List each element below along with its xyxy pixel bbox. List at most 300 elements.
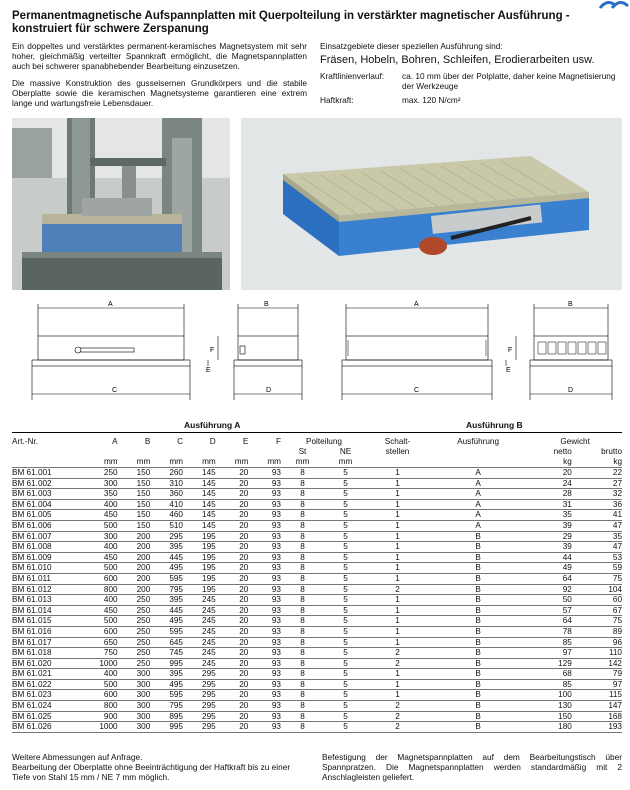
table-cell: 1 <box>367 542 428 553</box>
table-cell: 1000 <box>74 722 118 733</box>
header-cell: Polteilung <box>306 437 342 446</box>
table-row <box>12 690 622 701</box>
table-cell: 20 <box>216 690 249 701</box>
table-cell: B <box>428 605 528 616</box>
table-cell: 68 <box>528 669 572 680</box>
table-cell: 250 <box>118 595 151 606</box>
table-cell: 53 <box>572 552 622 563</box>
table-cell: 510 <box>150 520 183 531</box>
table-cell: 93 <box>248 637 281 648</box>
table-cell: 2 <box>367 701 428 712</box>
table-cell: 295 <box>183 711 216 722</box>
table-cell: 195 <box>183 573 216 584</box>
table-cell: 20 <box>216 722 249 733</box>
article-number-cell: BM 61.009 <box>12 552 74 563</box>
dim-label-a: A <box>108 301 113 308</box>
table-cell: 200 <box>118 563 151 574</box>
table-cell: 93 <box>248 669 281 680</box>
table-cell: B <box>428 626 528 637</box>
table-cell: 600 <box>74 690 118 701</box>
header-cell: F <box>275 437 281 446</box>
table-row <box>12 478 622 489</box>
header-cell: C <box>177 437 183 446</box>
table-cell: 36 <box>572 499 622 510</box>
dim-label-d: D <box>266 387 272 394</box>
table-cell: 20 <box>216 679 249 690</box>
table-cell: 395 <box>150 595 183 606</box>
table-cell: B <box>428 616 528 627</box>
table-cell: 96 <box>572 637 622 648</box>
table-cell: 20 <box>216 510 249 521</box>
table-cell: 300 <box>118 669 151 680</box>
intro-text <box>12 41 307 115</box>
table-cell: 20 <box>216 468 249 479</box>
table-cell: 78 <box>528 626 572 637</box>
table-cell: 28 <box>528 489 572 500</box>
table-cell: 300 <box>74 478 118 489</box>
table-cell: 145 <box>183 510 216 521</box>
footer-note: Weitere Abmessungen auf Anfrage. <box>12 752 143 762</box>
unit-cell: kg <box>613 457 622 466</box>
table-cell: A <box>428 510 528 521</box>
table-cell: 93 <box>248 595 281 606</box>
table-cell: 142 <box>572 658 622 669</box>
table-cell: B <box>428 595 528 606</box>
table-cell: 8 <box>281 711 324 722</box>
table-cell: 93 <box>248 616 281 627</box>
table-cell: 410 <box>150 499 183 510</box>
table-cell: 20 <box>216 489 249 500</box>
dim-label-e: E <box>206 367 211 374</box>
table-cell: 400 <box>74 499 118 510</box>
table-row <box>12 489 622 500</box>
table-cell: 300 <box>74 531 118 542</box>
table-cell: 600 <box>74 573 118 584</box>
table-cell: 745 <box>150 648 183 659</box>
table-cell: 5 <box>324 563 367 574</box>
table-cell: B <box>428 584 528 595</box>
table-cell: 495 <box>150 616 183 627</box>
table-cell: 5 <box>324 679 367 690</box>
table-units-row <box>12 457 622 468</box>
table-cell: 150 <box>118 510 151 521</box>
table-cell: 795 <box>150 584 183 595</box>
variant-a-label: Ausführung A <box>184 420 241 430</box>
header-cell: Schalt- <box>384 437 411 446</box>
unit-cell: mm <box>103 457 118 466</box>
table-cell: 400 <box>74 595 118 606</box>
page-title: Permanentmagnetische Aufspannplatten mit Querpolteilung in verstärkter magnetischer Ausführung - konstruiert für schwere Zerspanung <box>12 10 570 35</box>
table-cell: 400 <box>74 542 118 553</box>
table-cell: 93 <box>248 701 281 712</box>
article-number-cell: BM 61.022 <box>12 679 74 690</box>
table-cell: 5 <box>324 573 367 584</box>
table-cell: B <box>428 701 528 712</box>
table-row <box>12 648 622 659</box>
table-cell: 20 <box>216 669 249 680</box>
article-number-cell: BM 61.014 <box>12 605 74 616</box>
table-cell: 500 <box>74 616 118 627</box>
table-row <box>12 722 622 733</box>
table-cell: 150 <box>118 499 151 510</box>
table-cell: 24 <box>528 478 572 489</box>
table-cell: A <box>428 499 528 510</box>
table-cell: 245 <box>183 595 216 606</box>
table-row <box>12 510 622 521</box>
article-number-cell: BM 61.015 <box>12 616 74 627</box>
article-number-cell: BM 61.010 <box>12 563 74 574</box>
table-cell: 450 <box>74 552 118 563</box>
table-row <box>12 531 622 542</box>
table-cell: 145 <box>183 489 216 500</box>
table-cell: 20 <box>216 711 249 722</box>
table-cell: 150 <box>528 711 572 722</box>
table-cell: 8 <box>281 563 324 574</box>
table-cell: 5 <box>324 584 367 595</box>
table-cell: 20 <box>216 563 249 574</box>
table-cell: 350 <box>74 489 118 500</box>
table-cell: 93 <box>248 531 281 542</box>
table-cell: 93 <box>248 499 281 510</box>
table-cell: 20 <box>216 552 249 563</box>
table-cell: 5 <box>324 701 367 712</box>
table-cell: 89 <box>572 626 622 637</box>
table-cell: 5 <box>324 605 367 616</box>
table-cell: 150 <box>118 468 151 479</box>
table-cell: 500 <box>74 679 118 690</box>
table-cell: 250 <box>118 658 151 669</box>
table-cell: 60 <box>572 595 622 606</box>
table-cell: 1 <box>367 690 428 701</box>
table-cell: 193 <box>572 722 622 733</box>
unit-cell: mm <box>202 457 216 466</box>
unit-cell: mm <box>136 457 151 466</box>
table-cell: 245 <box>183 637 216 648</box>
table-cell: 39 <box>528 542 572 553</box>
table-cell: 5 <box>324 499 367 510</box>
table-cell: 150 <box>118 520 151 531</box>
article-number-cell: BM 61.016 <box>12 626 74 637</box>
article-number-cell: BM 61.020 <box>12 658 74 669</box>
article-number-cell: BM 61.007 <box>12 531 74 542</box>
table-cell: 8 <box>281 573 324 584</box>
table-row <box>12 595 622 606</box>
table-cell: B <box>428 722 528 733</box>
table-cell: 20 <box>216 616 249 627</box>
table-cell: 1 <box>367 499 428 510</box>
table-cell: 150 <box>118 489 151 500</box>
table-row <box>12 573 622 584</box>
table-cell: 5 <box>324 626 367 637</box>
unit-cell: mm <box>169 457 183 466</box>
table-cell: 20 <box>216 542 249 553</box>
table-cell: 360 <box>150 489 183 500</box>
table-cell: 5 <box>324 542 367 553</box>
table-cell: 64 <box>528 616 572 627</box>
table-cell: A <box>428 468 528 479</box>
article-number-cell: BM 61.006 <box>12 520 74 531</box>
table-cell: 145 <box>183 520 216 531</box>
table-cell: B <box>428 648 528 659</box>
table-cell: 595 <box>150 573 183 584</box>
table-cell: 5 <box>324 489 367 500</box>
table-cell: 395 <box>150 669 183 680</box>
table-cell: B <box>428 658 528 669</box>
table-cell: B <box>428 669 528 680</box>
footer-notes-left <box>12 752 310 782</box>
table-cell: B <box>428 542 528 553</box>
brand-logo-icon <box>598 0 630 10</box>
table-cell: 41 <box>572 510 622 521</box>
table-cell: 180 <box>528 722 572 733</box>
article-number-cell: BM 61.002 <box>12 478 74 489</box>
table-cell: 8 <box>281 637 324 648</box>
table-cell: 129 <box>528 658 572 669</box>
table-cell: B <box>428 552 528 563</box>
table-cell: 295 <box>183 679 216 690</box>
table-cell: B <box>428 563 528 574</box>
article-number-cell: BM 61.026 <box>12 722 74 733</box>
dim-label-e: E <box>506 367 511 374</box>
table-cell: 1 <box>367 573 428 584</box>
table-row <box>12 605 622 616</box>
table-cell: 8 <box>281 648 324 659</box>
table-cell: 250 <box>118 616 151 627</box>
product-photo <box>241 118 622 290</box>
table-cell: 295 <box>183 722 216 733</box>
article-number-cell: BM 61.012 <box>12 584 74 595</box>
article-number-cell: BM 61.005 <box>12 510 74 521</box>
table-cell: 93 <box>248 552 281 563</box>
table-cell: 195 <box>183 552 216 563</box>
table-cell: 400 <box>74 669 118 680</box>
table-cell: 57 <box>528 605 572 616</box>
table-cell: 195 <box>183 563 216 574</box>
spec-value: ca. 10 mm über der Polplatte, daher keine Magnetisierung der Werkzeuge <box>402 71 616 91</box>
table-cell: 8 <box>281 616 324 627</box>
table-row <box>12 637 622 648</box>
table-cell: 93 <box>248 468 281 479</box>
table-row <box>12 658 622 669</box>
table-cell: 495 <box>150 563 183 574</box>
table-cell: 75 <box>572 616 622 627</box>
table-cell: 147 <box>572 701 622 712</box>
table-cell: 5 <box>324 616 367 627</box>
table-cell: 995 <box>150 722 183 733</box>
product-table <box>12 437 622 733</box>
table-cell: 260 <box>150 468 183 479</box>
table-cell: 460 <box>150 510 183 521</box>
spec-row <box>320 95 625 105</box>
table-cell: 1 <box>367 510 428 521</box>
table-cell: 495 <box>150 679 183 690</box>
table-cell: 595 <box>150 690 183 701</box>
table-cell: 115 <box>572 690 622 701</box>
table-cell: 32 <box>572 489 622 500</box>
table-cell: 395 <box>150 542 183 553</box>
table-cell: 245 <box>183 616 216 627</box>
table-cell: 8 <box>281 595 324 606</box>
spec-value: max. 120 N/cm² <box>402 95 461 105</box>
table-cell: B <box>428 637 528 648</box>
table-cell: 650 <box>74 637 118 648</box>
article-number-cell: BM 61.025 <box>12 711 74 722</box>
article-number-cell: BM 61.004 <box>12 499 74 510</box>
table-cell: 93 <box>248 520 281 531</box>
table-cell: 250 <box>118 605 151 616</box>
table-cell: 310 <box>150 478 183 489</box>
unit-cell: mm <box>267 457 281 466</box>
table-cell: 50 <box>528 595 572 606</box>
table-cell: 145 <box>183 478 216 489</box>
table-cell: 2 <box>367 722 428 733</box>
table-cell: 750 <box>74 648 118 659</box>
variant-b-label: Ausführung B <box>466 420 523 430</box>
table-cell: 1 <box>367 616 428 627</box>
table-cell: 29 <box>528 531 572 542</box>
intro-paragraph-2: Die massive Konstruktion des gusseisernen Grundkörpers und die stabile Oberplatte sowie die keramischen Magnetsysteme garantieren eine extrem lange und wartungsfreie Lebensdauer. <box>12 78 307 108</box>
table-cell: 85 <box>528 637 572 648</box>
table-cell: 20 <box>216 520 249 531</box>
dim-label-c: C <box>112 387 118 394</box>
table-cell: 800 <box>74 584 118 595</box>
article-number-cell: BM 61.011 <box>12 573 74 584</box>
footer-note: Befestigung der Magnetspannplatten auf dem Bearbeitungstisch über Spannpratzen. Die Magnetspannplatten werden standardmäßig mit 2 Anschlagleisten geliefert. <box>322 752 622 782</box>
table-cell: 2 <box>367 658 428 669</box>
table-row <box>12 679 622 690</box>
table-header-row <box>12 437 622 447</box>
article-number-cell: BM 61.021 <box>12 669 74 680</box>
table-cell: 110 <box>572 648 622 659</box>
table-cell: 97 <box>572 679 622 690</box>
table-cell: 168 <box>572 711 622 722</box>
table-cell: 93 <box>248 658 281 669</box>
table-cell: 93 <box>248 722 281 733</box>
table-cell: 93 <box>248 648 281 659</box>
table-cell: 8 <box>281 701 324 712</box>
table-cell: 1 <box>367 520 428 531</box>
table-cell: 1 <box>367 563 428 574</box>
table-cell: 104 <box>572 584 622 595</box>
table-row <box>12 701 622 712</box>
table-cell: 93 <box>248 542 281 553</box>
table-cell: A <box>428 520 528 531</box>
table-cell: 300 <box>118 722 151 733</box>
header-cell: A <box>112 437 118 446</box>
dim-label-a: A <box>414 301 419 308</box>
table-cell: 8 <box>281 478 324 489</box>
table-cell: 200 <box>118 552 151 563</box>
table-row <box>12 468 622 479</box>
dim-label-c: C <box>414 387 420 394</box>
table-cell: 150 <box>118 478 151 489</box>
table-cell: B <box>428 690 528 701</box>
table-cell: 85 <box>528 679 572 690</box>
table-cell: 5 <box>324 510 367 521</box>
table-cell: A <box>428 489 528 500</box>
table-cell: 1000 <box>74 658 118 669</box>
table-cell: 8 <box>281 468 324 479</box>
table-cell: 8 <box>281 690 324 701</box>
table-cell: 93 <box>248 584 281 595</box>
table-cell: B <box>428 711 528 722</box>
table-cell: 8 <box>281 669 324 680</box>
usage-text <box>320 41 625 109</box>
table-cell: 5 <box>324 468 367 479</box>
table-cell: 300 <box>118 679 151 690</box>
table-cell: 97 <box>528 648 572 659</box>
table-cell: 2 <box>367 584 428 595</box>
table-cell: 995 <box>150 658 183 669</box>
table-cell: 35 <box>528 510 572 521</box>
table-cell: 5 <box>324 722 367 733</box>
table-cell: 93 <box>248 573 281 584</box>
table-cell: 64 <box>528 573 572 584</box>
table-cell: 450 <box>74 605 118 616</box>
machine-photo <box>12 118 230 290</box>
table-cell: 645 <box>150 637 183 648</box>
table-cell: 5 <box>324 648 367 659</box>
table-cell: 8 <box>281 499 324 510</box>
table-cell: 67 <box>572 605 622 616</box>
table-cell: 245 <box>183 648 216 659</box>
table-cell: 1 <box>367 489 428 500</box>
dimension-drawings <box>12 296 622 408</box>
table-cell: 5 <box>324 669 367 680</box>
table-cell: 8 <box>281 722 324 733</box>
table-cell: 93 <box>248 679 281 690</box>
table-cell: 245 <box>183 626 216 637</box>
table-cell: 1 <box>367 626 428 637</box>
footer-note: Bearbeitung der Oberplatte ohne Beeinträchtigung der Haftkraft bis zu einer Tiefe von Stahl 15 mm / NE 7 mm möglich. <box>12 762 291 782</box>
table-cell: 8 <box>281 489 324 500</box>
table-cell: 79 <box>572 669 622 680</box>
intro-paragraph-1: Ein doppeltes und verstärktes permanent-keramisches Magnetsystem mit sehr hoher, gleichmäßig verteilter Spannkraft ermöglicht, die Magnetspannplatten auch bei schwerer spanabhebender Bearbeitung einzusetzen. <box>12 41 307 71</box>
table-cell: 300 <box>118 701 151 712</box>
article-number-cell: BM 61.024 <box>12 701 74 712</box>
table-cell: 93 <box>248 626 281 637</box>
table-cell: 1 <box>367 679 428 690</box>
table-cell: 8 <box>281 520 324 531</box>
dim-label-b: B <box>264 301 269 308</box>
article-number-cell: BM 61.023 <box>12 690 74 701</box>
table-cell: 47 <box>572 520 622 531</box>
unit-cell: mm <box>234 457 249 466</box>
table-cell: 93 <box>248 510 281 521</box>
table-cell: B <box>428 531 528 542</box>
table-cell: B <box>428 573 528 584</box>
table-subheader-row <box>12 447 622 457</box>
table-row <box>12 542 622 553</box>
table-cell: 445 <box>150 605 183 616</box>
table-cell: 8 <box>281 510 324 521</box>
table-cell: 295 <box>150 531 183 542</box>
table-cell: 900 <box>74 711 118 722</box>
spec-row <box>320 71 625 91</box>
table-cell: 500 <box>74 520 118 531</box>
table-cell: 2 <box>367 711 428 722</box>
table-cell: 200 <box>118 584 151 595</box>
table-cell: 44 <box>528 552 572 563</box>
table-cell: 1 <box>367 637 428 648</box>
table-cell: 1 <box>367 595 428 606</box>
dim-label-f: F <box>210 347 215 354</box>
table-cell: 130 <box>528 701 572 712</box>
subheader-cell: brutto <box>601 447 622 456</box>
table-row <box>12 616 622 627</box>
table-cell: 35 <box>572 531 622 542</box>
table-cell: 5 <box>324 637 367 648</box>
